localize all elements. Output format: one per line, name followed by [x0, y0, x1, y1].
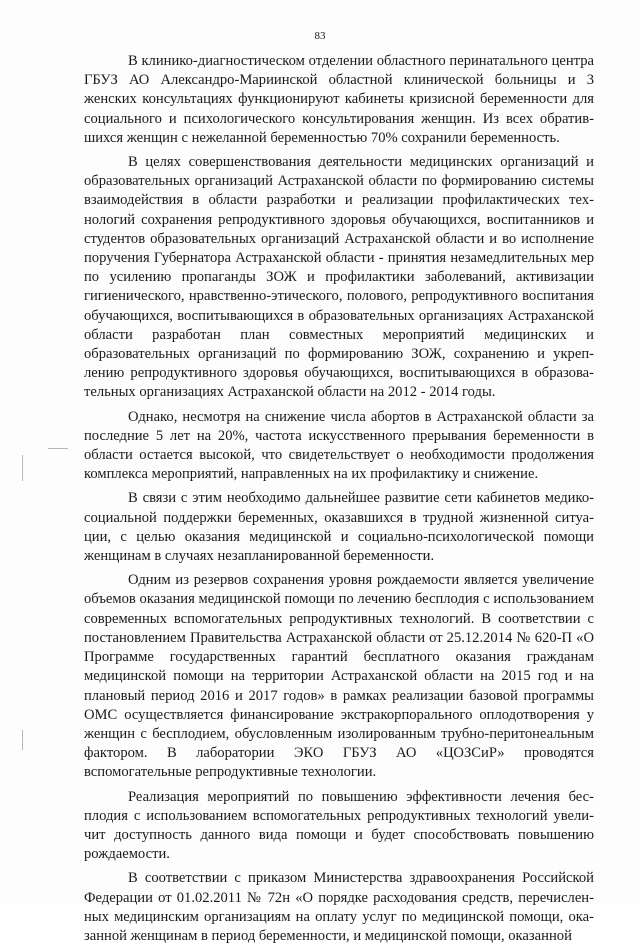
paragraph-art-availability: Реализация мероприятий по повышению эффективности лечения бесплодия с использованием вспомогательных репродуктивных технологий увеличит доступность данного вида помощи и будет способствовать повышению рождаемости. [84, 788, 594, 863]
scan-artifact [22, 730, 23, 750]
paragraph-infertility-treatment: Одним из резервов сохранения уровня рождаемости является увеличение объемов оказания медицинской помощи по лечению бесплодия с использованием современных вспомогательных репродуктивных технологий. В соответствии с постановлением Правительства Астраханской области от 25.12.2014 № 620-П «О Программе государственных гарантий бесплатного оказания гражданам медицинской помощи на территории Астраханской области на 2015 год и на плановый период 2016 и 2017 годов» в рамках реализации базовой программы ОМС осуществляется финансирование экстракорпорального оплодотворения у женщин с бесплодием, обусловленным изолированным трубно-перитонеальным фактором. В лаборатории ЭКО ГБУЗ АО «ЦОЗСиР» проводятся вспомогательные репродуктивные технологии. [84, 572, 594, 781]
paragraph-support-offices: В связи с этим необходимо дальнейшее развитие сети кабинетов медико-социальной поддержки беременных, оказавшихся в трудной жизненной ситуации, с целью оказания медицинской и социально-психологической помощи женщинам в случаях незапланированной беременности. [84, 490, 594, 565]
paragraph-reproductive-health-plan: В целях совершенствования деятельности медицинских организаций и образовательных организаций Астраханской области по формированию системы взаимодействия в области разработки и реализации профилактических технологий сохранения репродуктивного здоровья обучающихся, воспитанников и студентов образовательных организаций Астраханской области и во исполнение поручения Губернатора Астраханской области - принятия незамедлительных мер по усилению пропаганды ЗОЖ и профилактики заболеваний, активизации гигиенического, нравственно-этического, полового, репродуктивного воспитания обучающихся, воспитывающихся в образовательных организациях Астраханской области разработан план совместных мероприятий медицинских и образовательных организаций по формированию ЗОЖ, сохранению и укреплению репродуктивного здоровья обучающихся, воспитывающихся в образовательных организациях Астраханской области на 2012 - 2014 годы. [84, 154, 594, 401]
paragraph-ministry-order: В соответствии с приказом Министерства здравоохранения Российской Федерации от 01.02.2011 № 72н «О порядке расходования средств, перечисленных медицинским организациям на оплату услуг по медицинской помощи, оказанной женщинам в период беременности, и медицинской помощи, оказанной [84, 870, 594, 944]
body-text [84, 52, 594, 951]
paragraph-abortion-rate: Однако, несмотря на снижение числа абортов в Астраханской области за последние 5 лет на 20%, частота искусственного прерывания беременности в области остается высокой, что свидетельствует о необходимости продолжения комплекса мероприятий, направленных на их профилактику и снижение. [84, 408, 594, 483]
paragraph-crisis-pregnancy-offices: В клинико-диагностическом отделении областного перинатального центра ГБУЗ АО Александро-Мариинской областной клинической больницы и 3 женских консультациях функционируют кабинеты кризисной беременности для социального и психологического консультирования женщин. Из всех обратившихся женщин с нежеланной беременностью 70% сохранили беременность. [84, 53, 594, 146]
page-number: 83 [314, 30, 326, 42]
scan-artifact [22, 455, 23, 481]
scan-artifact [48, 448, 68, 449]
